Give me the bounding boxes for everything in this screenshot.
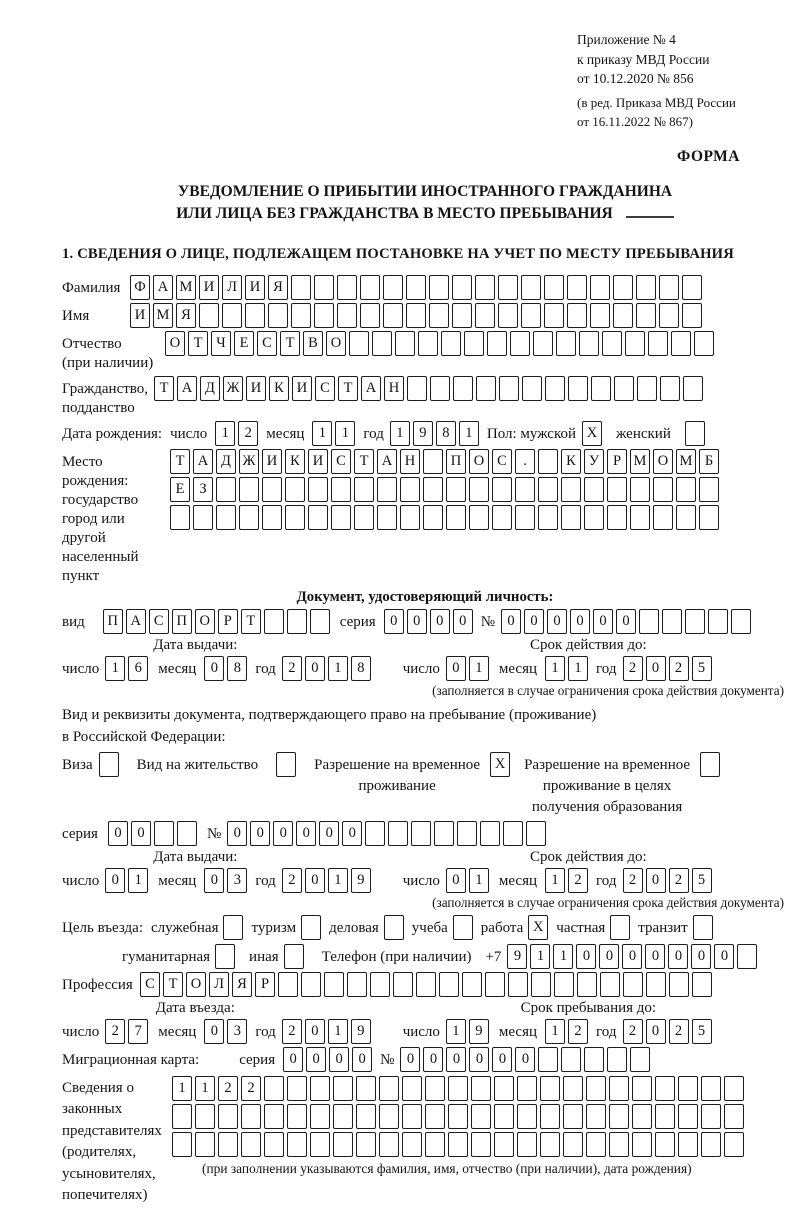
purpose-private-label: частная [556,919,606,936]
residence-doc-series-row [62,821,788,846]
identity-valid-line [389,656,788,681]
stay-day-boxes: 1 9 [446,1019,489,1044]
residence-doc-intro-line-2: в Российской Федерации: [62,728,226,745]
representatives-label-line-3: представителях [62,1122,162,1139]
birth-place-block [62,449,788,586]
residence-issue-day-boxes: 0 1 [105,868,148,893]
identity-issue-col [62,636,389,699]
given-name-boxes: И М Я [130,303,702,328]
identity-valid-year-label: год [596,660,617,677]
surname-label: Фамилия [62,279,121,296]
entry-day-boxes: 2 7 [105,1019,148,1044]
residence-series-label: серия [62,825,98,842]
residence-valid-year-label: год [596,872,617,889]
residence-valid-day-boxes: 0 1 [446,868,489,893]
migration-number-label: № [380,1051,395,1068]
form-title [62,181,788,225]
entry-date-header: Дата въезда: [155,999,235,1016]
identity-valid-day-boxes: 0 1 [446,656,489,681]
entry-day-label: число [62,1023,100,1040]
residence-issue-line [62,868,389,893]
identity-valid-month-label: месяц [498,660,538,677]
birth-place-label-line-3: город или другой [62,510,125,546]
identity-valid-header: Срок действия до: [530,636,647,653]
representatives-row-3 [172,1132,744,1157]
migration-series-boxes: 0 0 0 0 [283,1047,372,1072]
phone-boxes: 9 1 1 0 0 0 0 0 0 0 [507,944,757,969]
given-name-row [62,303,788,328]
sex-female-checkbox [685,421,705,446]
purpose-private-checkbox [610,915,630,940]
purpose-study-checkbox [453,915,473,940]
purpose-option-study [412,915,473,940]
stay-until-line [389,1019,788,1044]
purpose-transit-checkbox [693,915,713,940]
residence-doc-intro [62,704,788,748]
citizenship-boxes: Т А Д Ж И К И С Т А Н [154,376,703,401]
identity-issue-line [62,656,389,681]
birth-place-label [62,449,170,586]
birth-place-label-line-4: населенный пункт [62,548,139,584]
phone-label: Телефон (при наличии) [321,948,472,965]
residence-valid-col [389,848,788,911]
sex-male-label: Пол: мужской [486,425,577,442]
birth-year-label: год [363,425,384,442]
entry-month-label: месяц [158,1023,197,1040]
appendix-reference [577,30,772,132]
entry-date-col [62,999,389,1044]
purpose-business-label: служебная [150,919,219,936]
identity-validity-note: (заполняется в случае ограничения срока действия документа) [432,682,784,698]
entry-month-boxes: 0 3 [204,1019,247,1044]
doc-number-boxes: 0 0 0 0 0 0 [501,609,751,634]
representatives-block [62,1076,788,1207]
residence-permit-checkbox [276,752,296,777]
appendix-line-5: от 16.11.2022 № 867) [577,114,694,129]
patronymic-boxes: О Т Ч Е С Т В О [165,331,714,356]
form-title-line-1: УВЕДОМЛЕНИЕ О ПРИБЫТИИ ИНОСТРАННОГО ГРАЖДАНИНА [177,182,673,200]
doc-kind-boxes: П А С П О Р Т [103,609,330,634]
identity-issue-header: Дата выдачи: [153,636,238,653]
birth-place-label-line-2: государство [62,491,139,508]
appendix-line-2: к приказу МВД России [577,51,710,67]
purpose-option-transit [638,915,712,940]
doc-kind-label: вид [62,613,85,630]
purpose-label: Цель въезда: [62,919,143,936]
stay-month-boxes: 1 2 [545,1019,588,1044]
residence-issue-month-boxes: 0 3 [204,868,247,893]
purpose-option-private [556,915,630,940]
representatives-label-line-4: (родителях, [62,1144,137,1160]
sex-male-checkbox: X [582,421,602,446]
representatives-label-line-5: усыновителях, [62,1165,156,1182]
appendix-line-1: Приложение № 4 [577,32,676,47]
purpose-humanitarian-label: гуманитарная [122,948,211,965]
residence-valid-month-label: месяц [498,872,538,889]
edu-permit-line-3: получения образования [531,798,683,815]
patronymic-label-line-2: (при наличии) [62,354,154,371]
birth-day-label: число [170,425,208,442]
migration-card-row [62,1047,788,1072]
purpose-work-checkbox: X [528,915,548,940]
stay-until-col [389,999,788,1044]
residence-permit-options [62,752,788,818]
representatives-label-line-6: попечителях) [62,1187,148,1203]
representatives-row-2 [172,1104,744,1129]
purpose-option-business [151,915,244,940]
birth-place-row-3 [170,505,719,530]
title-blank-line [626,204,674,218]
birth-place-row-2: Е З [170,477,719,502]
stay-until-header: Срок пребывания до: [520,999,657,1016]
residence-issue-header: Дата выдачи: [153,848,238,865]
residence-permit-option [137,752,296,777]
citizenship-label-line-1: Гражданство, [62,380,149,397]
birth-place-boxes [170,449,719,533]
visa-option [62,752,119,777]
birth-month-label: месяц [266,425,305,442]
purpose-option-commercial [329,915,404,940]
purpose-commercial-label: деловая [329,919,379,936]
citizenship-label-line-2: подданство [62,399,135,416]
phone-prefix: +7 [485,948,502,965]
purpose-option-other [249,944,304,969]
birth-place-row-1: Т А Д Ж И К И С Т А Н П О С . К У Р М О М Б [170,449,719,474]
residence-valid-month-boxes: 1 2 [545,868,588,893]
temp-residence-permit-option [314,752,510,797]
form-title-line-2 [62,203,788,225]
appendix-line-3: от 10.12.2020 № 856 [577,71,694,86]
migration-card-label: Миграционная карта: [62,1051,200,1068]
representatives-label-line-1: Сведения о [62,1079,134,1096]
residence-permit-label: Вид на жительство [136,756,259,773]
residence-doc-intro-line-1: Вид и реквизиты документа, подтверждающего право на пребывание (проживание) [62,706,597,723]
purpose-study-label: учеба [411,919,448,936]
forma-label: ФОРМА [676,147,740,165]
residence-valid-header: Срок действия до: [530,848,647,865]
birth-date-label: Дата рождения: [62,425,163,442]
purpose-business-checkbox [223,915,243,940]
birth-date-row [62,421,788,446]
birth-day-boxes: 1 2 [215,421,258,446]
identity-valid-year-boxes: 2 0 2 5 [623,656,712,681]
patronymic-row [62,331,788,373]
surname-row [62,275,788,300]
representatives-label-line-2: законных [62,1101,123,1117]
temp-permit-line-2: проживание [358,777,436,794]
representatives-note: (при заполнении указываются фамилия, имя, отчество (при наличии), дата рождения) [202,1160,692,1176]
form-title-line-2-text: ИЛИ ЛИЦА БЕЗ ГРАЖДАНСТВА В МЕСТО ПРЕБЫВАНИЯ [176,204,613,222]
edu-residence-permit-option [524,752,720,818]
visa-label: Виза [62,756,93,773]
patronymic-label [62,331,165,373]
entry-year-boxes: 2 0 1 9 [282,1019,371,1044]
stay-month-label: месяц [498,1023,538,1040]
birth-place-label-line-1: Место рождения: [62,453,129,489]
residence-number-boxes: 0 0 0 0 0 0 [227,821,546,846]
identity-issue-month-label: месяц [158,660,197,677]
purpose-option-tourism [251,915,321,940]
identity-issue-day-boxes: 1 6 [105,656,148,681]
birth-month-boxes: 1 1 [312,421,355,446]
representatives-boxes [172,1076,744,1207]
identity-doc-row [62,609,788,634]
purpose-row-2 [122,944,788,969]
doc-series-label: серия [339,613,376,630]
entry-year-label: год [255,1023,276,1040]
residence-issue-day-label: число [62,872,100,889]
identity-doc-dates [62,636,788,699]
doc-series-boxes: 0 0 0 0 [384,609,473,634]
migration-number-boxes: 0 0 0 0 0 0 [400,1047,650,1072]
purpose-commercial-checkbox [384,915,404,940]
surname-boxes: Ф А М И Л И Я [130,275,702,300]
residence-validity-note: (заполняется в случае ограничения срока действия документа) [432,894,784,910]
purpose-other-checkbox [284,944,304,969]
residence-valid-year-boxes: 2 0 2 5 [623,868,712,893]
residence-series-boxes: 0 0 [108,821,197,846]
temp-residence-permit-checkbox: X [490,752,510,777]
stay-year-boxes: 2 0 2 5 [623,1019,712,1044]
residence-issue-col [62,848,389,911]
identity-doc-heading: Документ, удостоверяющий личность: [296,588,554,605]
temp-residence-permit-label [314,752,480,797]
temp-permit-line-1: Разрешение на временное [314,756,481,773]
patronymic-label-line-1: Отчество [62,335,122,352]
purpose-other-label: иная [249,948,279,965]
entry-stay-dates [62,999,788,1044]
representatives-label [62,1076,172,1207]
stay-day-label: число [402,1023,440,1040]
identity-issue-day-label: число [62,660,100,677]
residence-issue-month-label: месяц [158,872,197,889]
residence-issue-year-label: год [255,872,276,889]
representatives-row-1: 1 1 2 2 [172,1076,744,1101]
edu-permit-line-1: Разрешение на временное [524,756,691,773]
given-name-label: Имя [62,307,90,324]
visa-checkbox [99,752,119,777]
residence-number-label: № [206,825,222,842]
section-1-heading: 1. СВЕДЕНИЯ О ЛИЦЕ, ПОДЛЕЖАЩЕМ ПОСТАНОВКЕ НА УЧЕТ ПО МЕСТУ ПРЕБЫВАНИЯ [62,245,734,262]
residence-valid-day-label: число [402,872,440,889]
identity-issue-year-label: год [255,660,276,677]
profession-boxes: С Т О Л Я Р [140,972,712,997]
identity-issue-year-boxes: 2 0 1 8 [282,656,371,681]
edu-residence-permit-checkbox [700,752,720,777]
identity-valid-month-boxes: 1 1 [545,656,588,681]
sex-female-label: женский [616,425,671,442]
birth-year-boxes: 1 9 8 1 [390,421,479,446]
identity-valid-col [389,636,788,699]
purpose-tourism-label: туризм [251,919,297,936]
purpose-humanitarian-checkbox [215,944,235,969]
purpose-row [62,915,788,940]
profession-row [62,972,788,997]
residence-doc-dates [62,848,788,911]
profession-label: Профессия [62,976,133,993]
citizenship-label [62,376,154,418]
residence-issue-year-boxes: 2 0 1 9 [282,868,371,893]
residence-valid-line [389,868,788,893]
doc-number-label: № [480,613,495,630]
purpose-option-humanitarian [122,944,235,969]
edu-permit-line-2: проживание в целях [542,777,672,794]
identity-valid-day-label: число [402,660,440,677]
edu-residence-permit-label [524,752,690,818]
stay-year-label: год [596,1023,617,1040]
purpose-transit-label: транзит [638,919,688,936]
appendix-line-4: (в ред. Приказа МВД России [577,94,736,110]
migration-series-label: серия [239,1051,276,1068]
identity-issue-month-boxes: 0 8 [204,656,247,681]
purpose-option-work [481,915,549,940]
entry-date-line [62,1019,389,1044]
purpose-tourism-checkbox [301,915,321,940]
purpose-work-label: работа [480,919,524,936]
citizenship-row [62,376,788,418]
